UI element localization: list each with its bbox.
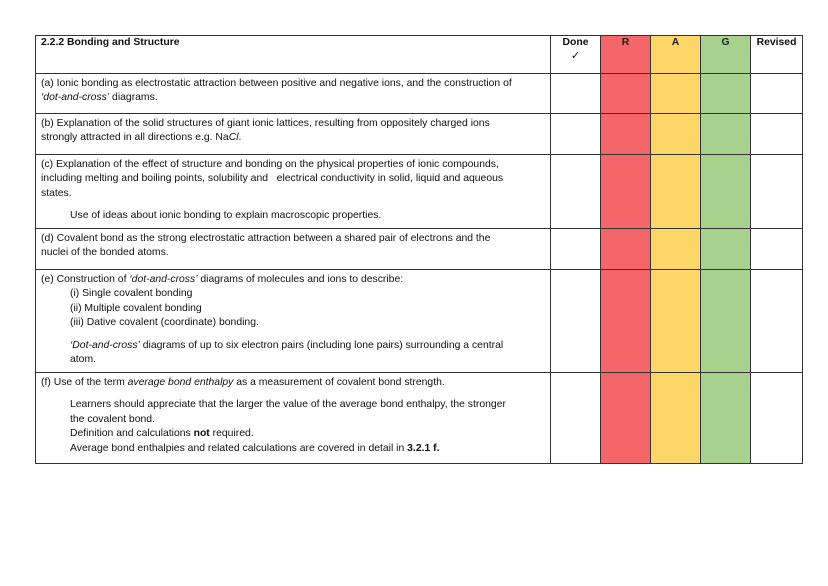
row-f-revised-cell[interactable] bbox=[751, 373, 803, 464]
row-b-revised-cell[interactable] bbox=[751, 114, 803, 155]
row-d-line2: nuclei of the bonded atoms. bbox=[41, 247, 169, 259]
row-f-text bbox=[36, 373, 551, 464]
row-d-text bbox=[36, 229, 551, 270]
row-a-revised-cell[interactable] bbox=[751, 74, 803, 114]
row-f-note1: Learners should appreciate that the larger the value of the average bond enthalpy, the stronger bbox=[70, 399, 506, 411]
row-e-sub3: (iii) Dative covalent (coordinate) bonding. bbox=[70, 317, 259, 329]
row-b-red-cell[interactable] bbox=[601, 114, 651, 155]
row-c-green-cell[interactable] bbox=[701, 155, 751, 229]
row-b-text bbox=[36, 114, 551, 155]
row-e-sub1: (i) Single covalent bonding bbox=[70, 288, 193, 300]
row-e-done-cell[interactable] bbox=[551, 270, 601, 373]
row-b-line1: (b) Explanation of the solid structures of giant ionic lattices, resulting from oppositely charged ions bbox=[41, 118, 490, 129]
bonding-structure-checklist bbox=[35, 35, 803, 464]
row-e-note-italic: ‘Dot-and-cross’ bbox=[70, 339, 140, 351]
row-f-line1: (f) Use of the term bbox=[41, 377, 128, 388]
row-f-italic: average bond enthalpy bbox=[127, 377, 234, 388]
row-e-note-line2: atom. bbox=[70, 354, 96, 366]
row-d-amber-cell[interactable] bbox=[651, 229, 701, 270]
row-f-note3-end: required. bbox=[209, 428, 254, 440]
row-d-red-cell[interactable] bbox=[601, 229, 651, 270]
row-a-red-cell[interactable] bbox=[601, 74, 651, 114]
row-c-revised-cell[interactable] bbox=[751, 155, 803, 229]
row-a-line1: (a) Ionic bonding as electrostatic attraction between positive and negative ions, and the construction of bbox=[41, 78, 512, 89]
row-a-text bbox=[36, 74, 551, 114]
row-d-done-cell[interactable] bbox=[551, 229, 601, 270]
row-e-amber-cell[interactable] bbox=[651, 270, 701, 373]
revised-column-header: Revised bbox=[751, 36, 803, 74]
row-e-green-cell[interactable] bbox=[701, 270, 751, 373]
row-c-note: Use of ideas about ionic bonding to explain macroscopic properties. bbox=[70, 210, 382, 222]
row-e-note-line1: diagrams of up to six electron pairs (including lone pairs) surrounding a central bbox=[139, 339, 504, 351]
row-c-line3: states. bbox=[41, 187, 72, 199]
header-row bbox=[36, 36, 803, 74]
row-a-green-cell[interactable] bbox=[701, 74, 751, 114]
section-title: 2.2.2 Bonding and Structure bbox=[36, 36, 551, 74]
table-row bbox=[36, 114, 803, 155]
table-row bbox=[36, 229, 803, 270]
row-b-amber-cell[interactable] bbox=[651, 114, 701, 155]
row-d-line1: (d) Covalent bond as the strong electrostatic attraction between a shared pair of electrons and the bbox=[41, 233, 491, 244]
row-b-italic: Cl bbox=[228, 132, 239, 144]
row-a-line2: diagrams. bbox=[109, 92, 158, 104]
table-row bbox=[36, 155, 803, 229]
row-f-note4-bold: 3.2.1 f. bbox=[407, 442, 440, 454]
red-column-header: R bbox=[601, 36, 651, 74]
table-row bbox=[36, 74, 803, 114]
row-f-amber-cell[interactable] bbox=[651, 373, 701, 464]
row-e-line1-end: diagrams of molecules and ions to describe: bbox=[197, 274, 404, 285]
done-column-header bbox=[551, 36, 601, 74]
row-f-note4: Average bond enthalpies and related calculations are covered in detail in bbox=[70, 442, 408, 454]
row-f-line1-end: as a measurement of covalent bond strength. bbox=[233, 377, 445, 388]
row-f-red-cell[interactable] bbox=[601, 373, 651, 464]
row-a-amber-cell[interactable] bbox=[651, 74, 701, 114]
amber-column-header: A bbox=[651, 36, 701, 74]
row-f-note2: the covalent bond. bbox=[70, 413, 155, 425]
row-b-line2-end: . bbox=[238, 132, 242, 144]
row-e-red-cell[interactable] bbox=[601, 270, 651, 373]
row-c-done-cell[interactable] bbox=[551, 155, 601, 229]
green-column-header: G bbox=[701, 36, 751, 74]
tick-icon: ✓ bbox=[570, 50, 581, 63]
row-d-green-cell[interactable] bbox=[701, 229, 751, 270]
row-a-done-cell[interactable] bbox=[551, 74, 601, 114]
row-f-done-cell[interactable] bbox=[551, 373, 601, 464]
row-f-note3: Definition and calculations bbox=[70, 428, 194, 440]
row-f-green-cell[interactable] bbox=[701, 373, 751, 464]
row-c-text bbox=[36, 155, 551, 229]
row-c-line1: (c) Explanation of the effect of structure and bonding on the physical properties of ionic compounds, bbox=[41, 159, 499, 170]
row-c-red-cell[interactable] bbox=[601, 155, 651, 229]
table-row bbox=[36, 373, 803, 464]
done-label: Done bbox=[562, 37, 589, 48]
table-row bbox=[36, 270, 803, 373]
row-d-revised-cell[interactable] bbox=[751, 229, 803, 270]
row-e-text bbox=[36, 270, 551, 373]
row-c-amber-cell[interactable] bbox=[651, 155, 701, 229]
row-a-italic: ‘dot-and-cross’ bbox=[41, 92, 110, 104]
row-e-revised-cell[interactable] bbox=[751, 270, 803, 373]
row-f-note3-bold: not bbox=[193, 428, 210, 440]
row-e-line1: (e) Construction of bbox=[41, 274, 130, 285]
row-b-line2: strongly attracted in all directions e.g. Na bbox=[41, 132, 229, 144]
row-e-sub2: (ii) Multiple covalent bonding bbox=[70, 302, 202, 314]
row-b-done-cell[interactable] bbox=[551, 114, 601, 155]
row-e-italic: ‘dot-and-cross’ bbox=[129, 274, 198, 285]
row-c-line2: including melting and boiling points, solubility and electrical conductivity in solid, liquid and aqueous bbox=[41, 173, 504, 185]
row-b-green-cell[interactable] bbox=[701, 114, 751, 155]
